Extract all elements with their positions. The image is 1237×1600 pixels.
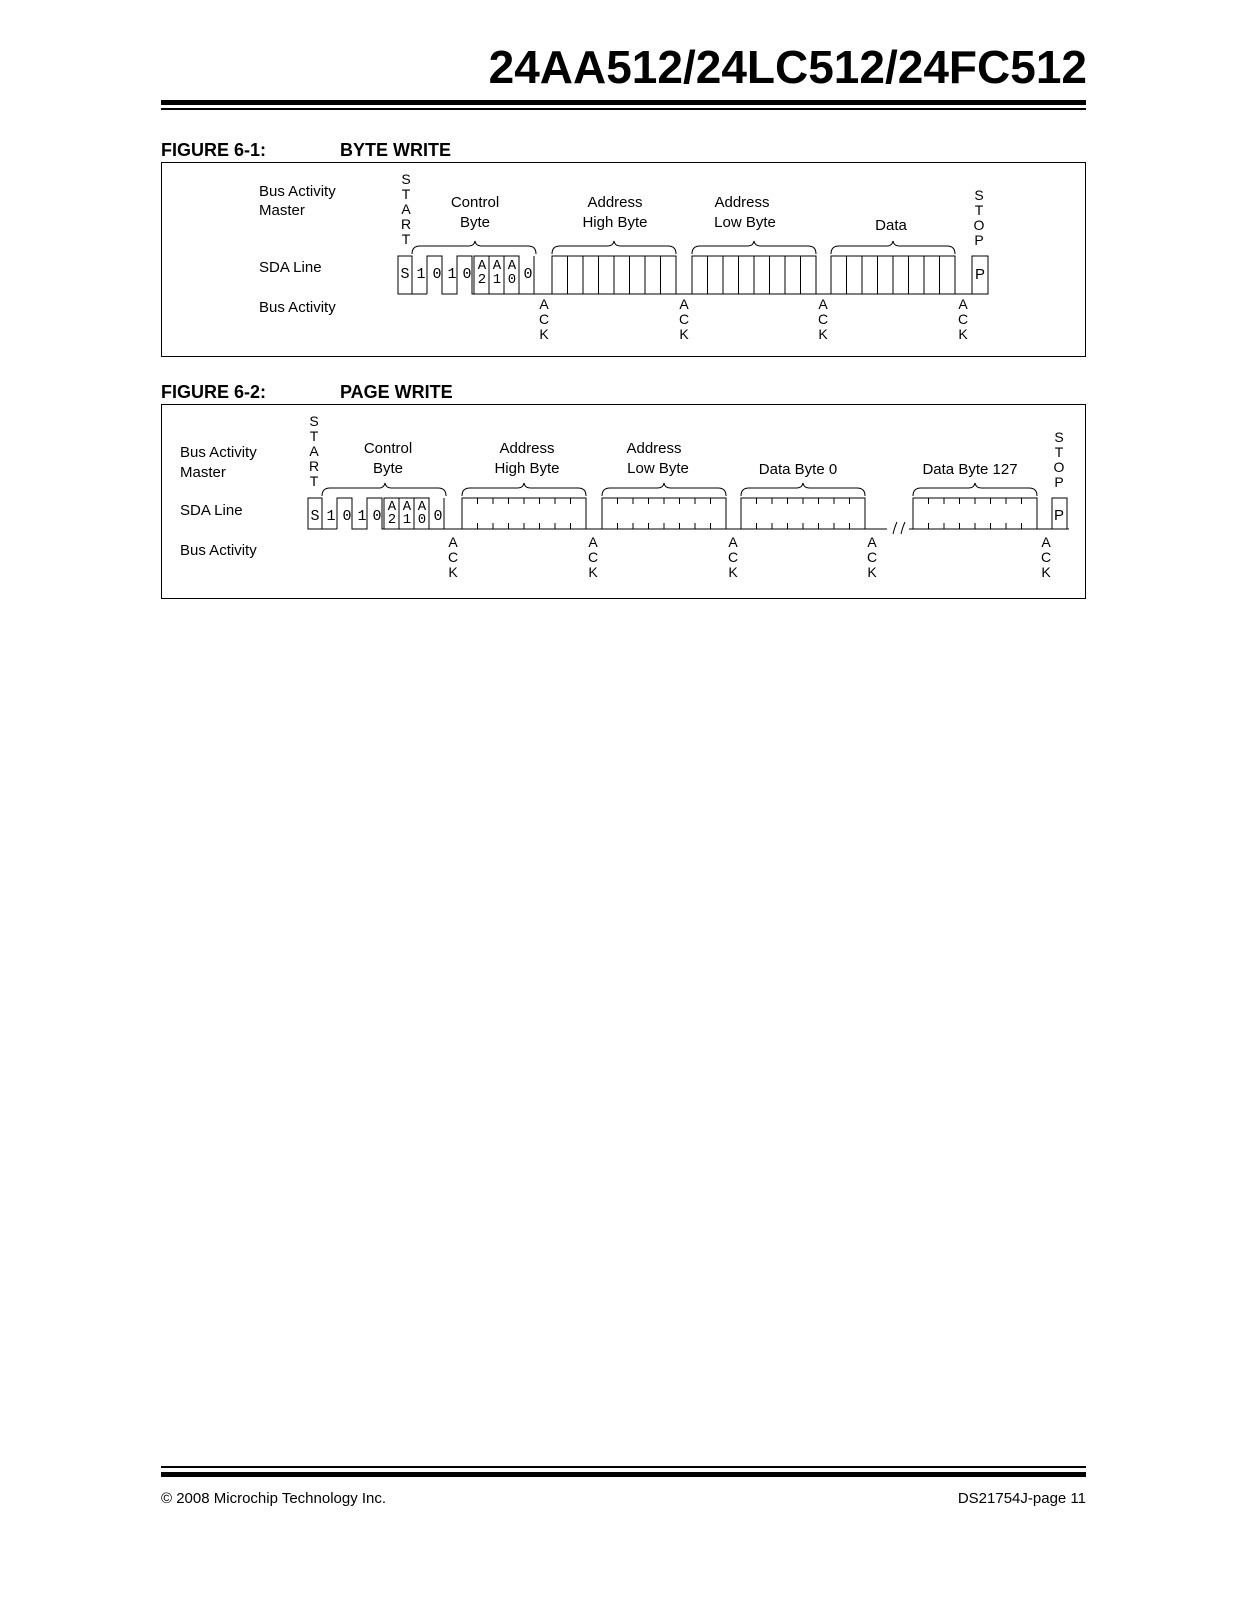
fig2-ack-letter: C (727, 549, 739, 565)
fig2-stop-letter: P (1054, 474, 1064, 490)
figure2-title: PAGE WRITE (340, 382, 453, 402)
fig1-a-bit-sub: 2 (477, 272, 487, 288)
fig1-bit: 1 (447, 266, 457, 283)
footer-copyright: © 2008 Microchip Technology Inc. (161, 1490, 387, 1507)
fig1-ack-letter: C (817, 311, 829, 327)
fig1-label-bus-activity-master-2: Master (259, 202, 305, 219)
fig1-label-sda-line: SDA Line (259, 259, 322, 276)
fig1-start-letter: A (401, 201, 411, 217)
fig2-ack-letter: A (728, 534, 738, 550)
header-rule-thin (161, 108, 1086, 110)
figure1-number: FIGURE 6-1: (161, 140, 267, 160)
fig2-stop-letter: T (1054, 444, 1064, 460)
fig1-start-letter: T (401, 186, 411, 202)
fig2-stop-bit: P (1053, 507, 1065, 524)
fig2-bit: S (310, 508, 320, 525)
fig2-ack-letter: K (1041, 564, 1051, 580)
fig1-ack-letter: K (958, 326, 968, 342)
figure1-title: BYTE WRITE (340, 140, 451, 160)
fig1-ack-letter: K (679, 326, 689, 342)
figure2-box (161, 404, 1086, 599)
fig2-addr-high-label: Address (499, 440, 555, 457)
fig2-a-bit: A (417, 499, 427, 515)
fig1-addr-low-label: Address (714, 194, 770, 211)
fig1-bit: S (400, 266, 410, 283)
fig2-addr-high-label: High Byte (494, 460, 560, 477)
fig1-stop-letter: T (974, 202, 984, 218)
fig2-a-bit-sub: 0 (417, 512, 427, 528)
fig1-ack-letter: C (957, 311, 969, 327)
footer-page-number: DS21754J-page 11 (957, 1490, 1086, 1507)
page-header-title: 24AA512/24LC512/24FC512 (488, 41, 1087, 93)
fig1-rw-bit: 0 (523, 266, 533, 283)
fig1-stop-letter: P (974, 232, 984, 248)
fig1-bit: 1 (416, 266, 426, 283)
fig2-ack-letter: A (448, 534, 458, 550)
footer-rule-thin (161, 1466, 1086, 1468)
fig1-a-bit-sub: 0 (507, 272, 517, 288)
fig2-bit: 1 (326, 508, 336, 525)
fig1-ack-letter: A (958, 296, 968, 312)
fig2-ack-letter: K (448, 564, 458, 580)
fig1-start-letter: S (401, 171, 411, 187)
fig1-addr-high-label: Address (587, 194, 643, 211)
fig1-start-letter: R (400, 216, 412, 232)
fig2-start-letter: A (309, 443, 319, 459)
fig2-addr-low-label: Address (626, 440, 682, 457)
fig2-stop-letter: O (1053, 459, 1065, 475)
fig2-start-letter: R (308, 458, 320, 474)
fig2-a-bit: A (402, 499, 412, 515)
fig1-label-bus-activity-master-1: Bus Activity (259, 183, 336, 200)
fig1-bit: 0 (462, 266, 472, 283)
fig2-label-bus-activity-master-2: Master (180, 464, 226, 481)
fig2-data127-label: Data Byte 127 (922, 461, 1018, 478)
fig1-control-label: Control (450, 194, 500, 211)
fig2-label-bus-activity-master-1: Bus Activity (180, 444, 257, 461)
fig1-a-bit: A (477, 258, 487, 274)
footer-rule-thick (161, 1472, 1086, 1477)
fig1-a-bit-sub: 1 (492, 272, 502, 288)
byte-write-diagram (162, 163, 1085, 356)
fig1-ack-letter: A (679, 296, 689, 312)
fig1-a-bit: A (507, 258, 517, 274)
fig1-stop-letter: O (973, 217, 985, 233)
fig1-stop-bit: P (974, 266, 986, 283)
fig1-label-bus-activity: Bus Activity (259, 299, 336, 316)
fig2-ack-letter: A (588, 534, 598, 550)
fig1-data-label: Data (875, 217, 907, 234)
fig2-control-label: Control (363, 440, 413, 457)
fig1-start-letter: T (401, 231, 411, 247)
fig2-bit: 0 (372, 508, 382, 525)
fig1-bit: 0 (432, 266, 442, 283)
fig1-addr-low-label: Low Byte (714, 214, 776, 231)
fig2-a-bit-sub: 1 (402, 512, 412, 528)
fig2-ack-letter: C (1040, 549, 1052, 565)
fig1-ack-letter: C (678, 311, 690, 327)
fig1-ack-letter: A (818, 296, 828, 312)
fig2-addr-low-label: Low Byte (627, 460, 689, 477)
fig2-data0-label: Data Byte 0 (758, 461, 838, 478)
fig2-ack-letter: K (867, 564, 877, 580)
fig2-ack-letter: C (447, 549, 459, 565)
fig1-ack-letter: K (818, 326, 828, 342)
fig2-ack-letter: A (867, 534, 877, 550)
fig2-rw-bit: 0 (433, 508, 443, 525)
fig2-ack-letter: C (587, 549, 599, 565)
fig1-addr-high-label: High Byte (582, 214, 648, 231)
fig2-bit: 0 (342, 508, 352, 525)
figure2-number: FIGURE 6-2: (161, 382, 267, 402)
fig2-a-bit: A (387, 499, 397, 515)
fig2-bit: 1 (357, 508, 367, 525)
fig2-label-sda-line: SDA Line (180, 502, 243, 519)
header-rule-thick (161, 100, 1086, 105)
fig1-a-bit: A (492, 258, 502, 274)
fig2-ack-letter: A (1041, 534, 1051, 550)
page-write-diagram (162, 405, 1085, 598)
fig1-ack-letter: A (539, 296, 549, 312)
fig1-ack-letter: C (538, 311, 550, 327)
fig1-stop-letter: S (974, 187, 984, 203)
figure1-box (161, 162, 1086, 357)
fig2-a-bit-sub: 2 (387, 512, 397, 528)
fig2-start-letter: S (309, 413, 319, 429)
fig2-label-bus-activity: Bus Activity (180, 542, 257, 559)
fig2-start-letter: T (309, 428, 319, 444)
fig1-ack-letter: K (539, 326, 549, 342)
fig1-control-label: Byte (459, 214, 491, 231)
fig2-ack-letter: K (588, 564, 598, 580)
fig2-ack-letter: C (866, 549, 878, 565)
fig2-control-label: Byte (372, 460, 404, 477)
fig2-start-letter: T (309, 473, 319, 489)
fig2-ack-letter: K (728, 564, 738, 580)
fig2-stop-letter: S (1054, 429, 1064, 445)
